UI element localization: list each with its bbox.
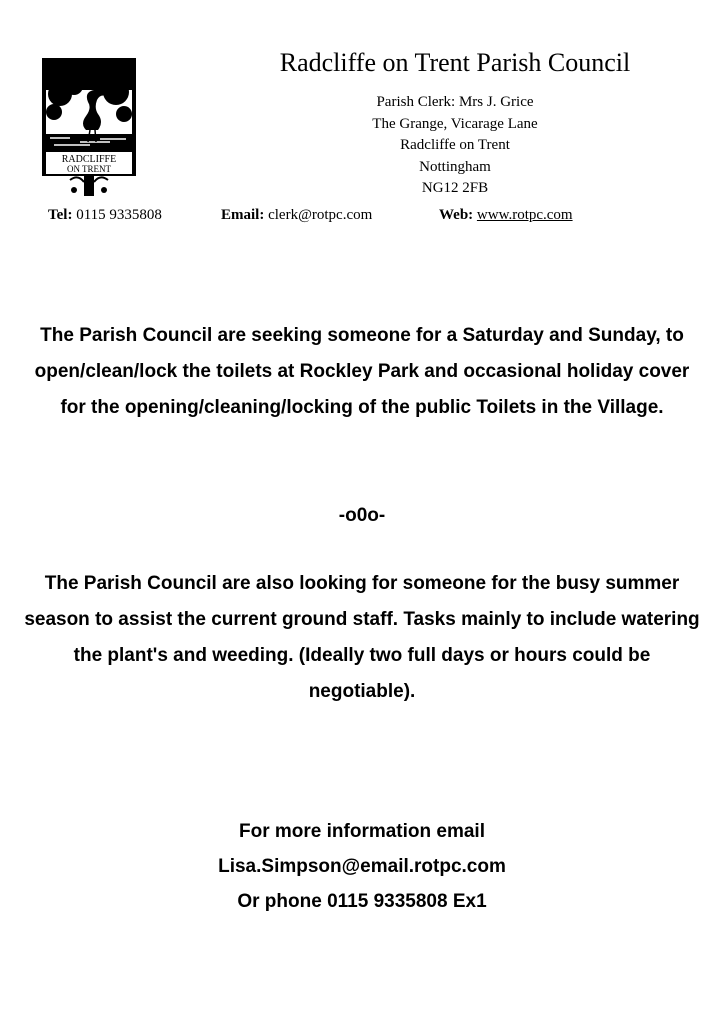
svg-text:RADCLIFFE: RADCLIFFE [61, 154, 117, 165]
contact-info-block [20, 814, 704, 919]
svg-text:ON TRENT: ON TRENT [66, 164, 112, 174]
tel-label: Tel: [48, 207, 73, 223]
contact-phone: Or phone 0115 9335808 Ex1 [237, 891, 487, 912]
address-line: Nottingham [419, 158, 491, 175]
council-logo [40, 50, 138, 200]
postcode-line: NG12 2FB [421, 180, 489, 196]
tel-value: 0115 9335808 [76, 207, 162, 223]
council-name: Radcliffe on Trent Parish Council [279, 48, 631, 77]
toilets-job-paragraph: The Parish Council are seeking someone for a Saturday and Sunday, to open/clean/lock the toilets at Rockley Park and occasional holiday cover for the opening/cleaning/locking of the public Toilets in the Village. [34, 325, 690, 418]
email-contact [221, 205, 372, 225]
grounds-job-paragraph: The Parish Council are also looking for someone for the busy summer season to assist the current ground staff. Tasks mainly to include watering the plant's and weeding. (Ideally two full days or hours could be negotiable). [24, 573, 700, 702]
website-link[interactable]: www.rotpc.com [476, 207, 573, 223]
web-contact [439, 205, 573, 225]
clerk-line: Parish Clerk: Mrs J. Grice [376, 94, 534, 110]
telephone-contact [48, 205, 162, 225]
heron-emblem-icon [40, 50, 138, 200]
email-value[interactable]: clerk@rotpc.com [268, 207, 373, 223]
contact-email-link[interactable]: Lisa.Simpson@email.rotpc.com [218, 856, 506, 877]
address-line: Radcliffe on Trent [400, 137, 510, 153]
address-line: The Grange, Vicarage Lane [372, 115, 538, 132]
web-label: Web: [439, 207, 474, 223]
info-heading: For more information email [239, 821, 485, 842]
email-label: Email: [221, 207, 265, 223]
address-block [305, 92, 605, 200]
separator: -o0o- [338, 505, 386, 526]
